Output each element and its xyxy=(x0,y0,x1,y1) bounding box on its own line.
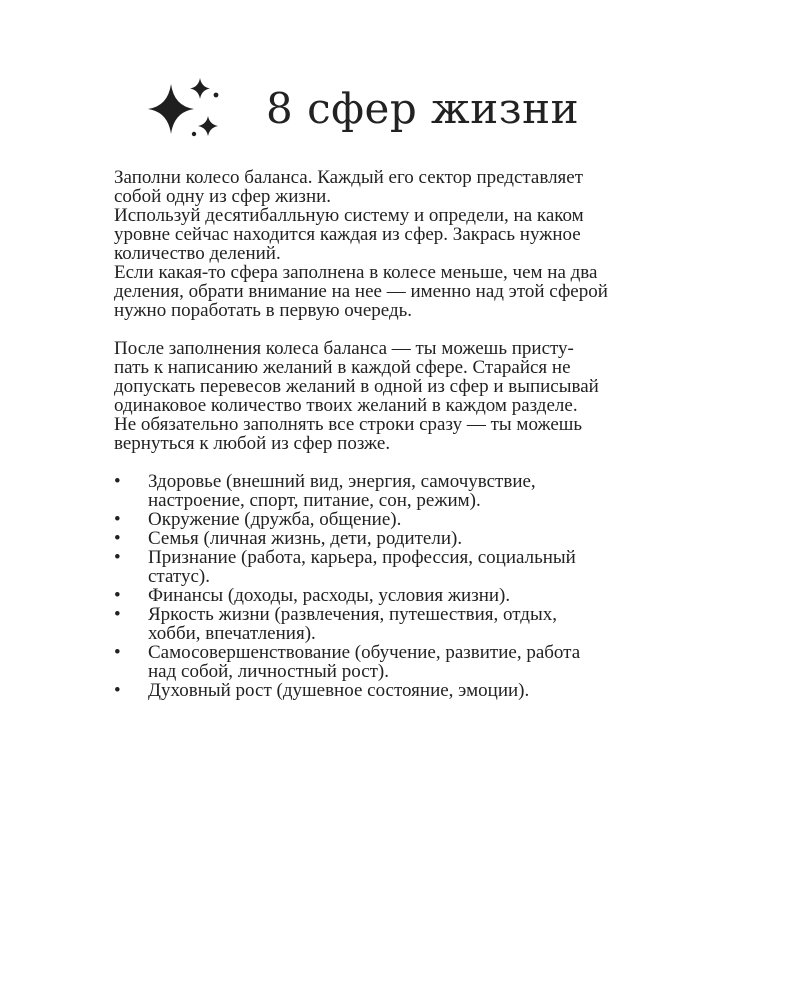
list-item-text: Семья (личная жизнь, дети, родители). xyxy=(148,528,463,549)
sparkles-icon xyxy=(146,76,236,142)
list-item-text: Самосовершенствование (обучение, развитие, работа xyxy=(148,642,581,663)
intro-paragraph xyxy=(114,168,694,320)
list-item-text: настроение, спорт, питание, сон, режим). xyxy=(148,490,481,511)
text-line: допускать перевесов желаний в одной из сфер и выписывай xyxy=(114,376,599,397)
bullet: • xyxy=(114,509,121,530)
list-item-brightness xyxy=(114,605,694,643)
second-paragraph xyxy=(114,339,694,453)
list-item-text: Здоровье (внешний вид, энергия, самочувствие, xyxy=(148,471,536,492)
text-line: Не обязательно заполнять все строки сразу — ты можешь xyxy=(114,414,583,435)
list-item-self-improvement xyxy=(114,643,694,681)
bullet: • xyxy=(114,528,121,549)
text-line: Используй десятибалльную систему и определи, на каком xyxy=(114,205,584,226)
list-item-text: Яркость жизни (развлечения, путешествия, отдых, xyxy=(148,604,557,625)
text-line: собой одну из сфер жизни. xyxy=(114,186,332,207)
text-line: вернуться к любой из сфер позже. xyxy=(114,433,391,454)
bullet: • xyxy=(114,604,121,625)
text-line: одинаковое количество твоих желаний в каждом разделе. xyxy=(114,395,578,416)
content xyxy=(114,168,694,700)
bullet: • xyxy=(114,547,121,568)
paragraph-spacer xyxy=(114,320,694,339)
spheres-list xyxy=(114,472,694,700)
paragraph-spacer xyxy=(114,453,694,472)
bullet: • xyxy=(114,585,121,606)
list-item-text: Окружение (дружба, общение). xyxy=(148,509,402,530)
list-item-text: над собой, личностный рост). xyxy=(148,661,390,682)
text-line: деления, обрати внимание на нее — именно над этой сферой xyxy=(114,281,608,302)
text-line: После заполнения колеса баланса — ты можешь присту- xyxy=(114,338,574,359)
text-line: нужно поработать в первую очередь. xyxy=(114,300,413,321)
list-item-family xyxy=(114,529,694,548)
text-line: количество делений. xyxy=(114,243,281,264)
page-title: 8 сфер жизни xyxy=(266,84,580,133)
list-item-finances xyxy=(114,586,694,605)
bullet: • xyxy=(114,471,121,492)
list-item-recognition xyxy=(114,548,694,586)
list-item-health xyxy=(114,472,694,510)
list-item-text: статус). xyxy=(148,566,210,587)
text-line: Если какая-то сфера заполнена в колесе меньше, чем на два xyxy=(114,262,598,283)
page-header xyxy=(146,76,579,142)
bullet: • xyxy=(114,680,121,701)
list-item-text: Признание (работа, карьера, профессия, социальный xyxy=(148,547,576,568)
text-line: уровне сейчас находится каждая из сфер. Закрась нужное xyxy=(114,224,581,245)
bullet: • xyxy=(114,642,121,663)
list-item-text: Финансы (доходы, расходы, условия жизни). xyxy=(148,585,511,606)
text-line: пать к написанию желаний в каждой сфере. Старайся не xyxy=(114,357,571,378)
list-item-text: Духовный рост (душевное состояние, эмоции). xyxy=(148,680,530,701)
list-item-text: хобби, впечатления). xyxy=(148,623,316,644)
list-item-environment xyxy=(114,510,694,529)
text-line: Заполни колесо баланса. Каждый его сектор представляет xyxy=(114,167,584,188)
list-item-spiritual-growth xyxy=(114,681,694,700)
